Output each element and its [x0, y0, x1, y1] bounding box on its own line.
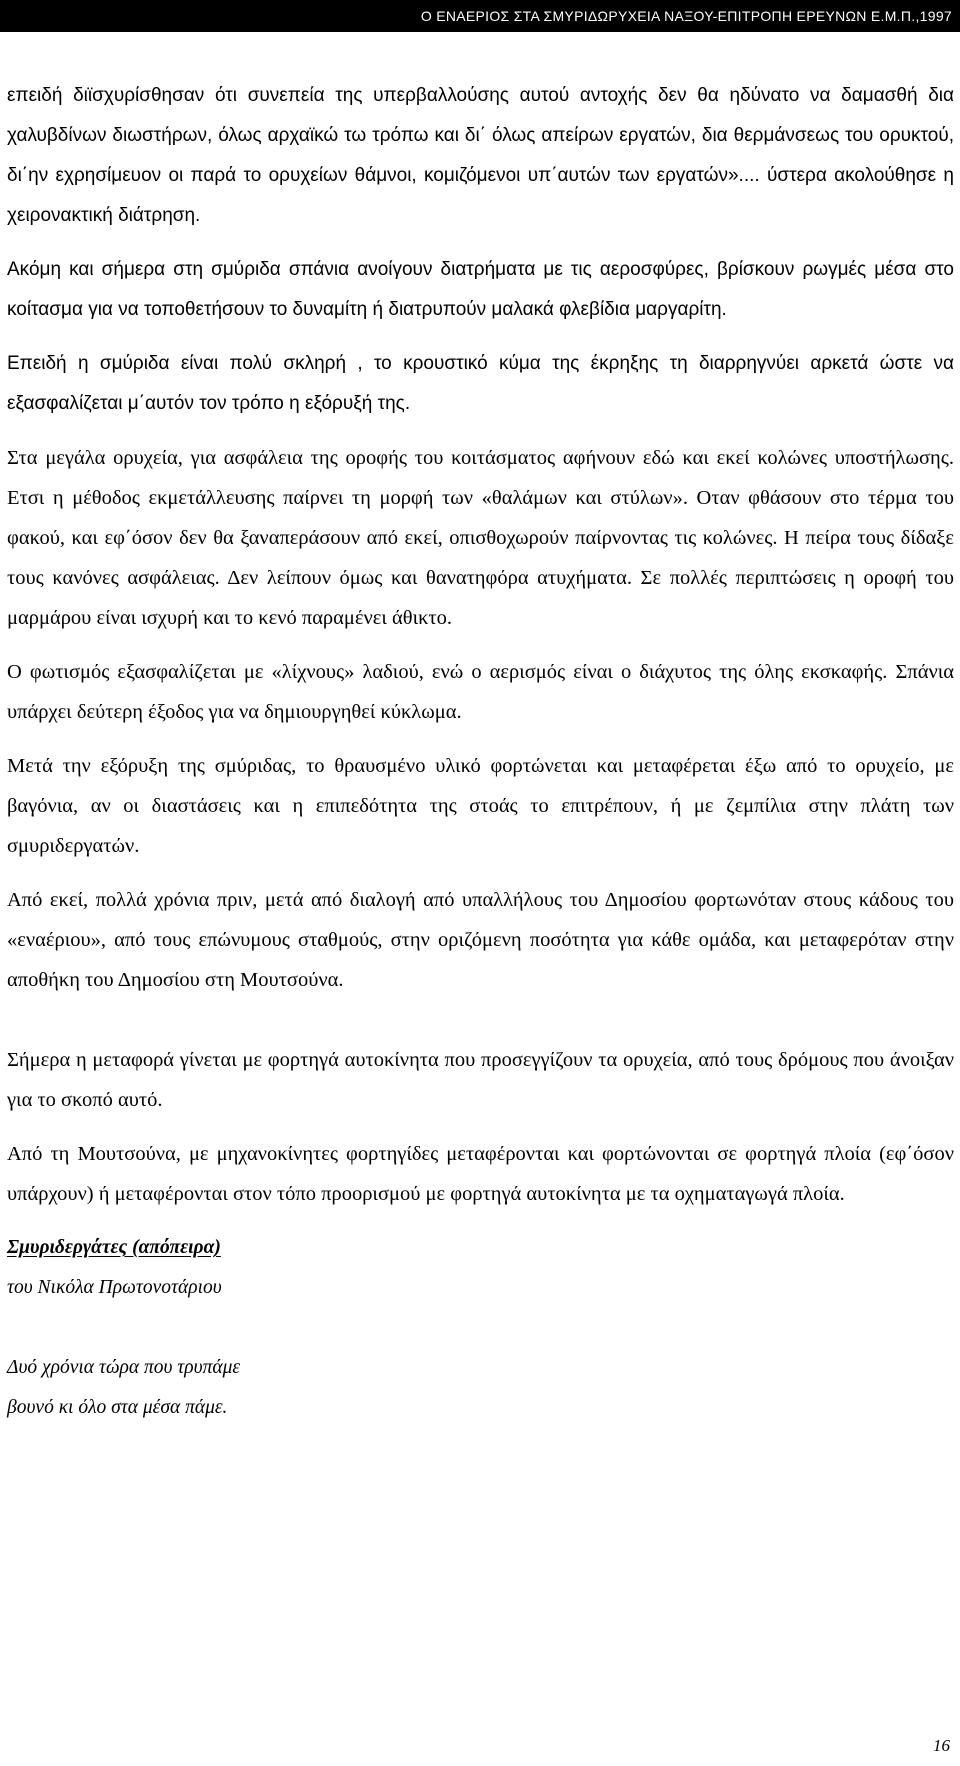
paragraph-transport-out: Μετά την εξόρυξη της σμύριδας, το θραυσμένο υλικό φορτώνεται και μεταφέρεται έξω από το ορυχείο, με βαγόνια, αν οι διαστάσεις και η επιπεδότητα της στοάς το επιτρέπουν, ή με ζεμπίλια στην πλάτη των σμυριδεργατών. — [7, 755, 954, 857]
poem-line: Δυό χρόνια τώρα που τρυπάμε — [7, 1357, 241, 1378]
paragraph-sorting: Από εκεί, πολλά χρόνια πριν, μετά από διαλογή από υπαλλήλους του Δημοσίου φορτωνόταν στους κάδους του «εναέριου», από τους επώνυμους σταθμούς, στην οριζόμενη ποσότητα για κάθε ομάδα, και μεταφερόταν στην αποθήκη του Δημοσίου στη Μουτσούνα. — [7, 889, 954, 991]
paragraph-shipping: Από τη Μουτσούνα, με μηχανοκίνητες φορτηγίδες μεταφέρονται και φορτώνονται σε φορτηγά πλοία (εφ΄όσον υπάρχουν) ή μεταφέρονται στον τόπο προορισμού με φορτηγά αυτοκίνητα με τα οχηματαγωγά πλοία. — [7, 1143, 954, 1205]
paragraph-lighting: Ο φωτισμός εξασφαλίζεται με «λίχνους» λαδιού, ενώ ο αερισμός είναι ο διάχυτος της όλης εκσκαφής. Σπάνια υπάρχει δεύτερη έξοδος για να δημιουργηθεί κύκλωμα. — [7, 661, 954, 723]
poem-author: του Νικόλα Πρωτονοτάριου — [7, 1277, 222, 1298]
paragraph-continuation: επειδή διϊσχυρίσθησαν ότι συνεπεία της υπερβαλλούσης αυτού αντοχής δεν θα ηδύνατο να δαμασθή δια χαλυβδίνων διωστήρων, όλως αρχαϊκώ τω τρόπω και δι΄ όλως απείρων εργατών, δια θερμάνσεως του ορυκτού, δι΄ην εχρησίμευον οι παρά το ορυχείων θάμνοι, κομιζόμενοι υπ΄αυτών των εργατών».... ύστερα ακολούθησε η χειρονακτική διάτρηση. — [7, 85, 954, 226]
running-header — [0, 0, 960, 32]
paragraph-drilling: Ακόμη και σήμερα στη σμύριδα σπάνια ανοίγουν διατρήματα με τις αεροσφύρες, βρίσκουν ρωγμές μέσα στο κοίτασμα για να τοποθετήσουν το δυναμίτη ή διατρυπούν μαλακά φλεβίδια μαργαρίτη. — [7, 259, 954, 320]
page-number: 16 — [933, 1736, 950, 1755]
running-title: Ο ΕΝΑΕΡΙΟΣ ΣΤΑ ΣΜΥΡΙΔΩΡΥΧΕΙΑ ΝΑΞΟΥ-ΕΠΙΤΡΟΠΗ ΕΡΕΥΝΩΝ Ε.Μ.Π.,1997 — [420, 8, 952, 24]
paragraph-trucks: Σήμερα η μεταφορά γίνεται με φορτηγά αυτοκίνητα που προσεγγίζουν τα ορυχεία, από τους δρόμους που άνοιξαν για το σκοπό αυτό. — [7, 1049, 954, 1111]
poem-block — [7, 1228, 954, 1428]
poem-line: βουνό κι όλο στα μέσα πάμε. — [7, 1397, 228, 1418]
paragraph-blast: Επειδή η σμύριδα είναι πολύ σκληρή , το κρουστικό κύμα της έκρηξης τη διαρρηγνύει αρκετά ώστε να εξασφαλίζεται μ΄αυτόν τον τρόπο η εξόρυξή της. — [7, 353, 954, 414]
paragraph-pillars: Στα μεγάλα ορυχεία, για ασφάλεια της οροφής του κοιτάσματος αφήνουν εδώ και εκεί κολώνες υποστήλωσης. Ετσι η μέθοδος εκμετάλλευσης παίρνει τη μορφή των «θαλάμων και στύλων». Οταν φθάσουν στο τέρμα του φακού, και εφ΄όσον δεν θα ξαναπεράσουν από εκεί, οπισθοχωρούν παίρνοντας τις κολώνες. Η πείρα τους δίδαξε τους κανόνες ασφάλειας. Δεν λείπουν όμως και θανατηφόρα ατυχήματα. Σε πολλές περιπτώσεις η οροφή του μαρμάρου είναι ισχυρή και το κενό παραμένει άθικτο. — [7, 447, 954, 629]
poem-title: Σμυριδεργάτες (απόπειρα) — [7, 1237, 221, 1258]
document-body — [7, 76, 954, 1428]
